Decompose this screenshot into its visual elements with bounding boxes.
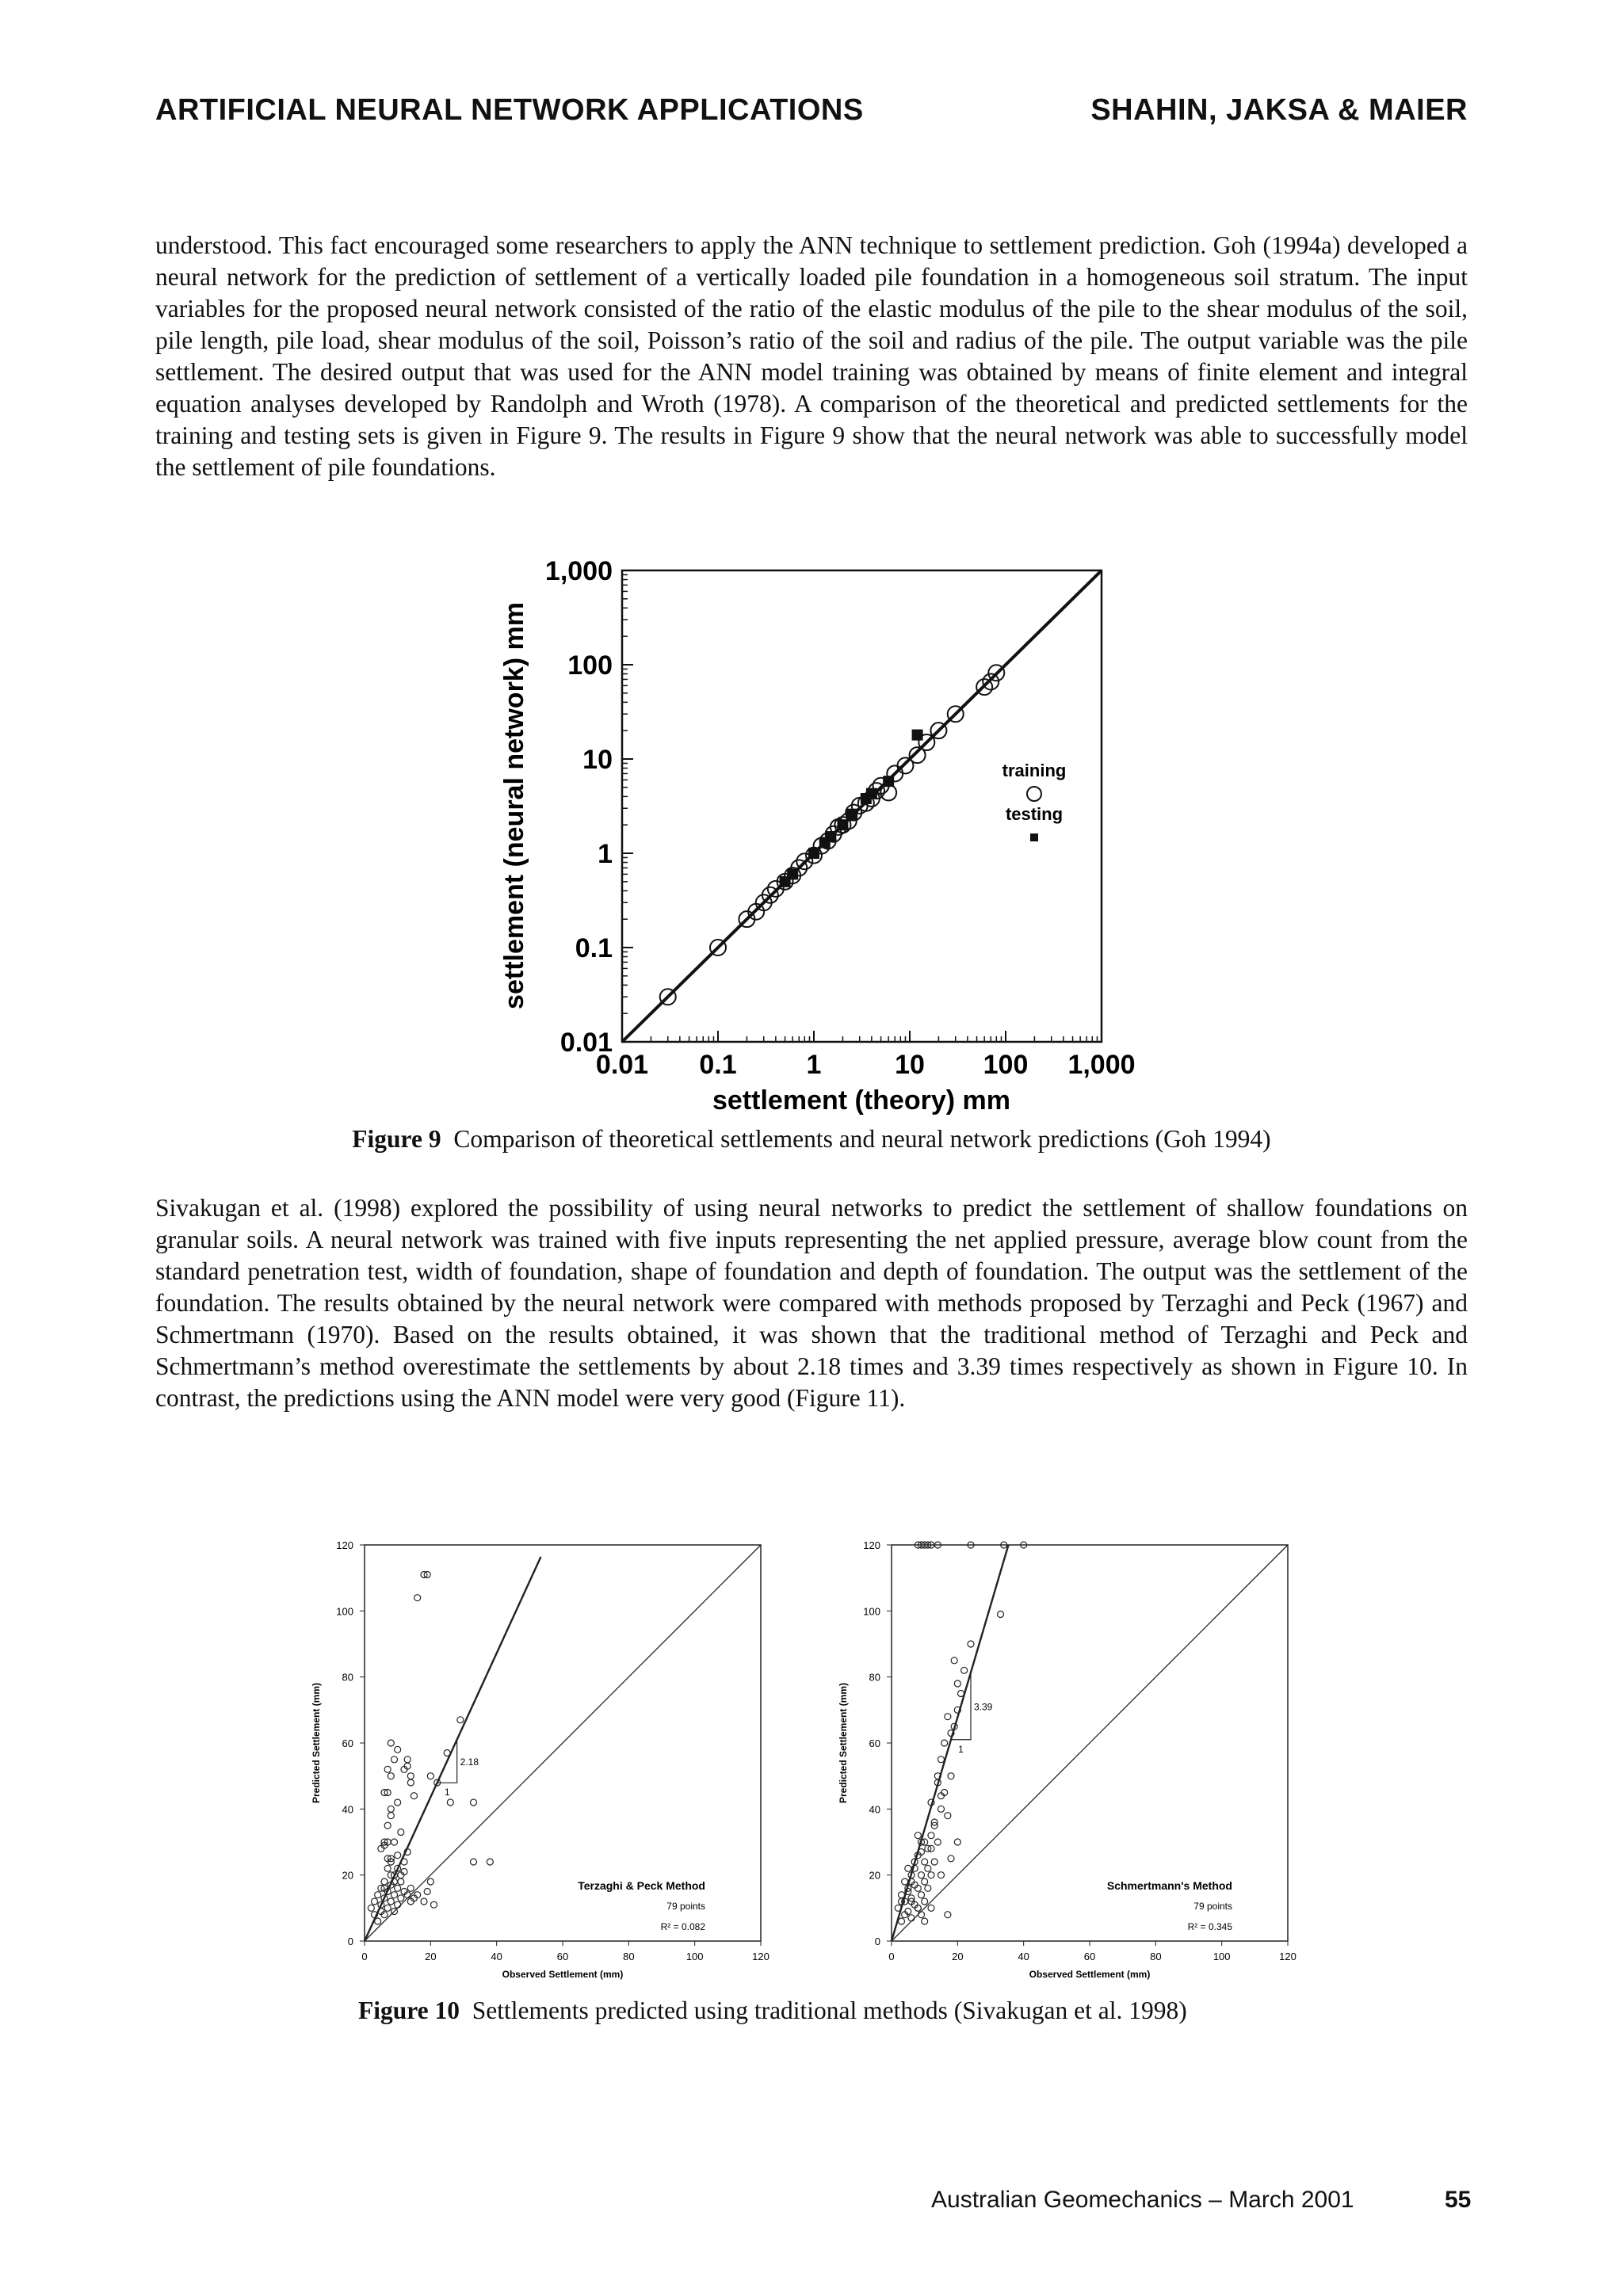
x-tick-label: 0 [361,1951,368,1962]
testing-point [787,868,798,879]
y-tick-label: 20 [342,1869,353,1882]
data-point [388,1813,394,1819]
figure-9-label: Figure 9 [352,1125,441,1153]
data-point [938,1872,945,1878]
data-point [384,1865,391,1871]
y-tick-label: 40 [342,1803,353,1816]
legend-testing-label: testing [1005,804,1064,824]
data-point [922,1918,928,1924]
y-tick-label: 20 [869,1869,880,1882]
data-point [431,1901,437,1908]
y-axis-label: settlement (neural network) mm [499,602,529,1009]
x-axis-label: settlement (theory) mm [712,1085,1010,1116]
data-point [401,1859,407,1865]
legend-training-marker [1027,787,1041,801]
body-paragraph-2: Sivakugan et al. (1998) explored the possibility of using neural networks to predict the settlement of shallow foundations on granular soils. A neural network was trained with five inputs representing the net applied pressure, average blow count from the standard penetration test, width of foundation, shape of foundation and depth of foundation. The output was the settlement of the foundation. The results obtained by the neural network were compared with methods proposed by Terzaghi and Peck (1967) and Schmertmann (1970). Based on the results obtained, it was shown that the traditional method of Terzaghi and Peck and Schmertmann’s method overestimate the settlements by about 2.18 times and 3.39 times respectively as shown in Figure 10. In contrast, the predictions using the ANN model were very good (Figure 11). [155,1194,1468,1412]
data-point [388,1740,394,1746]
x-tick-label: 100 [1212,1951,1231,1962]
method-title: Schmertmann's Method [1106,1879,1232,1892]
data-point [902,1878,908,1885]
y-axis-label: Predicted Settlement (mm) [838,1682,849,1804]
data-point [954,1839,960,1845]
y-tick-label: 120 [863,1539,880,1551]
body-paragraph-1: understood. This fact encouraged some researchers to apply the ANN technique to settlement prediction. Goh (1994a) developed a neural network for the prediction of settlement of a vertically loaded pile foundation in a homogeneous soil stratum. The input variables for the proposed neural network consisted of the ratio of the elastic modulus of the pile to the shear modulus of the soil, pile length, pile load, shear modulus of the soil, Poisson’s ratio of the soil and radius of the pile. The output variable was the pile settlement. The desired output that was used for the ANN model training was obtained by means of finite element and integral equation analyses developed by Randolph and Wroth (1978). A comparison of the theoretical and predicted settlements for the training and testing sets is given in Figure 9. The results in Figure 9 show that the neural network was able to successfully model the settlement of pile foundations. [155,231,1468,481]
x-axis-label: Observed Settlement (mm) [1029,1969,1151,1980]
data-point [905,1865,911,1871]
y-tick-label: 100 [863,1605,880,1618]
data-point [948,1773,954,1779]
data-point [375,1918,381,1924]
y-tick-label: 1,000 [544,556,613,586]
x-tick-label: 0 [888,1951,895,1962]
figure-10-caption-text: Settlements predicted using traditional methods (Sivakugan et al. 1998) [472,1997,1187,2024]
points-count-label: 79 points [666,1901,705,1912]
data-point [998,1611,1004,1618]
figure-9-caption-text: Comparison of theoretical settlements and neural network predictions (Goh 1994) [453,1125,1271,1153]
data-point [388,1773,394,1779]
data-point [918,1872,925,1878]
data-point [922,1898,928,1905]
testing-point [808,848,819,859]
figure-10-terzaghi-chart [305,1529,781,1989]
data-point [899,1918,905,1924]
footer-page-number: 55 [1445,2187,1472,2213]
figure-10-caption [358,1997,1187,2025]
data-point [938,1806,945,1812]
y-tick-label: 10 [582,745,613,775]
data-point [457,1717,464,1723]
points-count-label: 79 points [1193,1901,1232,1912]
testing-point [825,831,836,842]
r-squared-label: R² = 0.345 [1187,1921,1232,1932]
testing-point [866,788,877,799]
figure-10-label: Figure 10 [358,1997,460,2024]
data-point [471,1799,477,1806]
data-point [368,1905,374,1911]
data-point [487,1859,493,1865]
data-point [471,1859,477,1865]
y-tick-label: 80 [869,1671,880,1684]
testing-point [837,819,848,830]
y-tick-label: 1 [598,839,613,869]
data-point [915,1833,921,1839]
legend-training-label: training [1002,761,1067,780]
data-point [381,1878,388,1885]
x-tick-label: 10 [895,1050,925,1080]
x-tick-label: 20 [952,1951,964,1962]
x-tick-label: 0.01 [595,1050,649,1080]
x-tick-label: 40 [1018,1951,1029,1962]
x-tick-label: 120 [752,1951,769,1962]
y-tick-label: 100 [336,1605,353,1618]
data-point [922,1878,928,1885]
data-point [395,1852,401,1859]
data-point [384,1905,391,1911]
running-header-title: ARTIFICIAL NEURAL NETWORK APPLICATIONS [155,93,864,127]
x-tick-label: 100 [983,1050,1029,1080]
x-tick-label: 80 [623,1951,635,1962]
data-point [398,1895,404,1901]
data-point [922,1859,928,1865]
y-tick-label: 0 [347,1936,353,1947]
x-tick-label: 120 [1279,1951,1296,1962]
x-tick-label: 0.1 [699,1050,737,1080]
testing-point [912,730,923,741]
running-header-authors: SHAHIN, JAKSA & MAIER [1090,93,1468,127]
y-tick-label: 0.01 [559,1028,613,1058]
data-point [395,1799,401,1806]
data-point [395,1746,401,1753]
y-tick-label: 80 [342,1671,353,1684]
data-point [951,1657,957,1664]
data-point [388,1898,394,1905]
data-point [945,1714,951,1720]
data-point [398,1878,404,1885]
data-point [925,1885,931,1891]
data-point [407,1885,414,1891]
data-point [421,1898,427,1905]
data-point [934,1839,941,1845]
testing-point [846,809,857,820]
slope-run-label: 1 [444,1787,450,1798]
x-tick-label: 20 [425,1951,437,1962]
y-axis-label: Predicted Settlement (mm) [311,1682,322,1804]
data-point [918,1912,925,1918]
data-point [414,1595,421,1601]
data-point [391,1892,398,1898]
data-point [427,1773,433,1779]
data-point [941,1740,948,1746]
figure-9-chart [475,547,1157,1117]
y-tick-label: 60 [869,1737,880,1749]
data-point [384,1822,391,1829]
slope-value-label: 2.18 [460,1756,479,1768]
data-point [948,1855,954,1862]
data-point [931,1859,938,1865]
slope-value-label: 3.39 [974,1701,993,1713]
data-point [395,1885,401,1891]
data-point [388,1806,394,1812]
data-point [372,1898,378,1905]
footer-journal: Australian Geomechanics – March 2001 [931,2187,1354,2213]
regression-line [892,1545,1008,1941]
data-point [938,1756,945,1763]
data-point [928,1872,934,1878]
figure-10-schmertmann-chart [832,1529,1308,1989]
data-point [945,1912,951,1918]
data-point [407,1779,414,1786]
x-tick-label: 100 [685,1951,704,1962]
data-point [375,1892,381,1898]
data-point [958,1691,964,1697]
x-tick-label: 80 [1150,1951,1162,1962]
data-point [391,1756,398,1763]
r-squared-label: R² = 0.082 [660,1921,705,1932]
y-tick-label: 40 [869,1803,880,1816]
data-point [384,1766,391,1772]
x-tick-label: 60 [556,1951,569,1962]
data-point [424,1889,430,1895]
x-tick-label: 1 [806,1050,822,1080]
x-tick-label: 40 [491,1951,502,1962]
regression-line [365,1557,540,1941]
data-point [908,1915,915,1921]
data-point [899,1892,905,1898]
y-tick-label: 60 [342,1737,353,1749]
slope-run-label: 1 [958,1743,964,1755]
data-point [954,1680,960,1687]
y-tick-label: 0.1 [575,933,613,963]
data-point [444,1750,450,1756]
data-point [968,1641,974,1647]
data-point [945,1813,951,1819]
data-point [398,1829,404,1836]
data-point [407,1773,414,1779]
x-axis-label: Observed Settlement (mm) [502,1969,624,1980]
method-title: Terzaghi & Peck Method [578,1879,705,1892]
data-point [918,1892,925,1898]
data-point [925,1865,931,1871]
data-point [404,1756,411,1763]
data-point [961,1667,968,1673]
data-point [928,1833,934,1839]
data-point [391,1839,398,1845]
data-point [427,1878,433,1885]
x-tick-label: 60 [1083,1951,1096,1962]
legend-testing-marker [1030,833,1038,841]
y-tick-label: 100 [567,650,613,681]
testing-point [883,776,894,787]
data-point [411,1793,418,1799]
data-point [928,1905,934,1911]
y-tick-label: 120 [336,1539,353,1551]
x-tick-label: 1,000 [1067,1050,1136,1080]
y-tick-label: 0 [874,1936,880,1947]
data-point [395,1901,401,1908]
figure-9-caption [0,1125,1623,1154]
data-point [447,1799,453,1806]
